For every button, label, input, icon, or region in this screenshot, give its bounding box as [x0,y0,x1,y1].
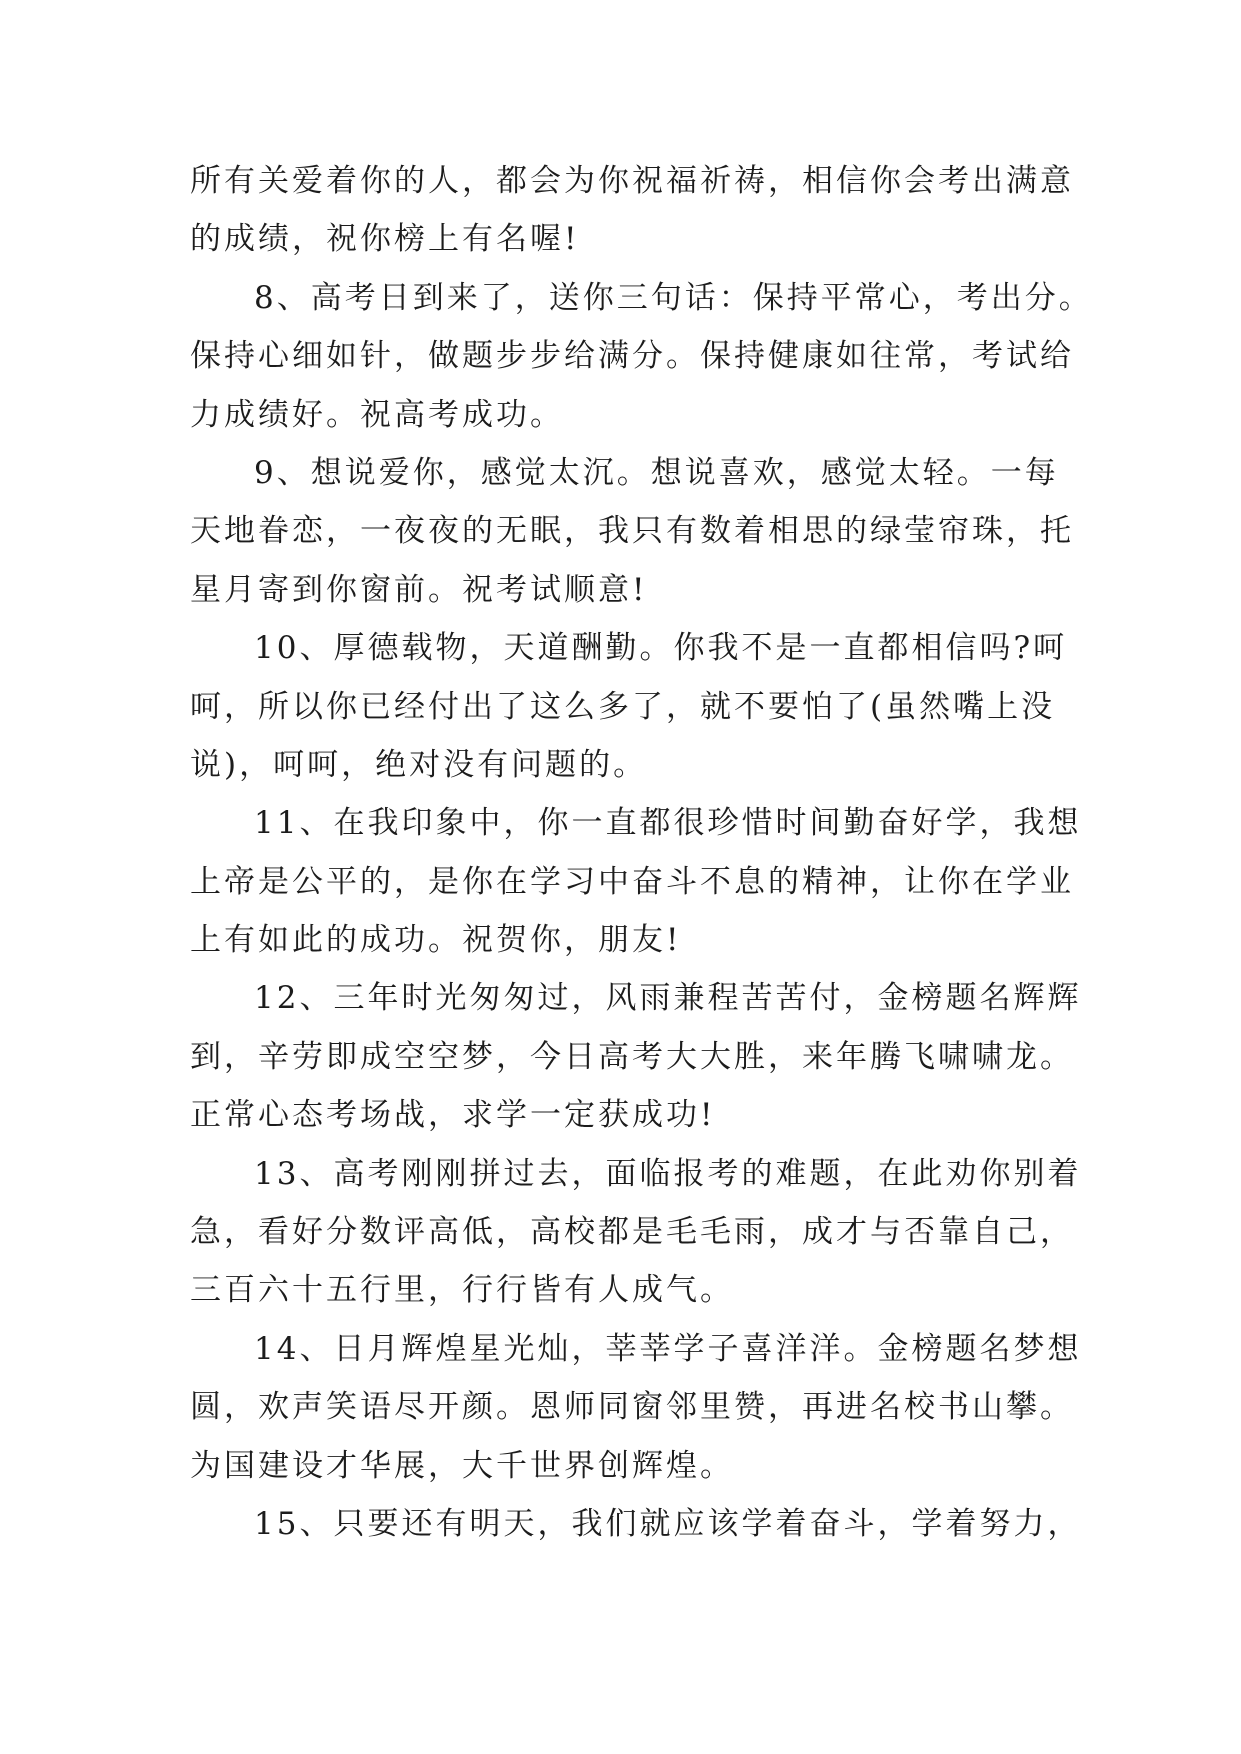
paragraph [190,619,1070,794]
text-line: 说)，呵呵，绝对没有问题的。 [190,746,648,783]
text-line: 14、日月辉煌星光灿，莘莘学子喜洋洋。金榜题名梦想 [254,1330,1082,1367]
text-line: 正常心态考场战，求学一定获成功! [190,1097,716,1134]
text-line: 呵，所以你已经付出了这么多了，就不要怕了(虽然嘴上没 [190,688,1056,725]
text-line: 9、想说爱你，感觉太沉。想说喜欢，感觉太轻。一每 [254,454,1059,491]
paragraph [190,1495,1082,1553]
text-line: 11、在我印象中，你一直都很珍惜时间勤奋好学，我想 [254,805,1082,842]
text-line: 13、高考刚刚拼过去，面临报考的难题，在此劝你别着 [254,1155,1082,1192]
text-line: 星月寄到你窗前。祝考试顺意! [190,571,648,608]
paragraph [190,1145,1082,1320]
document-body [190,152,1093,1553]
text-line: 10、厚德载物，天道酬勤。你我不是一直都相信吗?呵 [254,630,1068,667]
text-line: 为国建设才华展，大千世界创辉煌。 [190,1447,734,1484]
text-line: 15、只要还有明天，我们就应该学着奋斗，学着努力， [254,1505,1082,1542]
text-line: 12、三年时光匆匆过，风雨兼程苦苦付，金榜题名辉辉 [254,980,1082,1017]
text-line: 上帝是公平的，是你在学习中奋斗不息的精神，让你在学业 [190,863,1074,900]
text-line: 所有关爱着你的人，都会为你祝福祈祷，相信你会考出满意 [190,163,1074,199]
text-line: 三百六十五行里，行行皆有人成气。 [190,1272,734,1309]
paragraph [190,269,1093,444]
text-line: 力成绩好。祝高考成功。 [190,396,564,433]
text-line: 的成绩，祝你榜上有名喔! [190,221,580,258]
text-line: 急，看好分数评高低，高校都是毛毛雨，成才与否靠自己， [190,1214,1074,1251]
paragraph [190,444,1074,619]
text-line: 上有如此的成功。祝贺你，朋友! [190,922,682,959]
text-line: 天地眷恋，一夜夜的无眠，我只有数着相思的绿莹帘珠，托 [190,513,1074,550]
text-line: 保持心细如针，做题步步给满分。保持健康如往常，考试给 [190,338,1074,375]
paragraph [190,969,1082,1144]
text-line: 到，辛劳即成空空梦，今日高考大大胜，来年腾飞啸啸龙。 [190,1038,1074,1075]
paragraph [190,794,1082,969]
text-line: 8、高考日到来了，送你三句话：保持平常心，考出分。 [254,279,1093,316]
text-line: 圆，欢声笑语尽开颜。恩师同窗邻里赞，再进名校书山攀。 [190,1389,1074,1426]
paragraph [190,1320,1082,1495]
paragraph [190,152,1074,269]
